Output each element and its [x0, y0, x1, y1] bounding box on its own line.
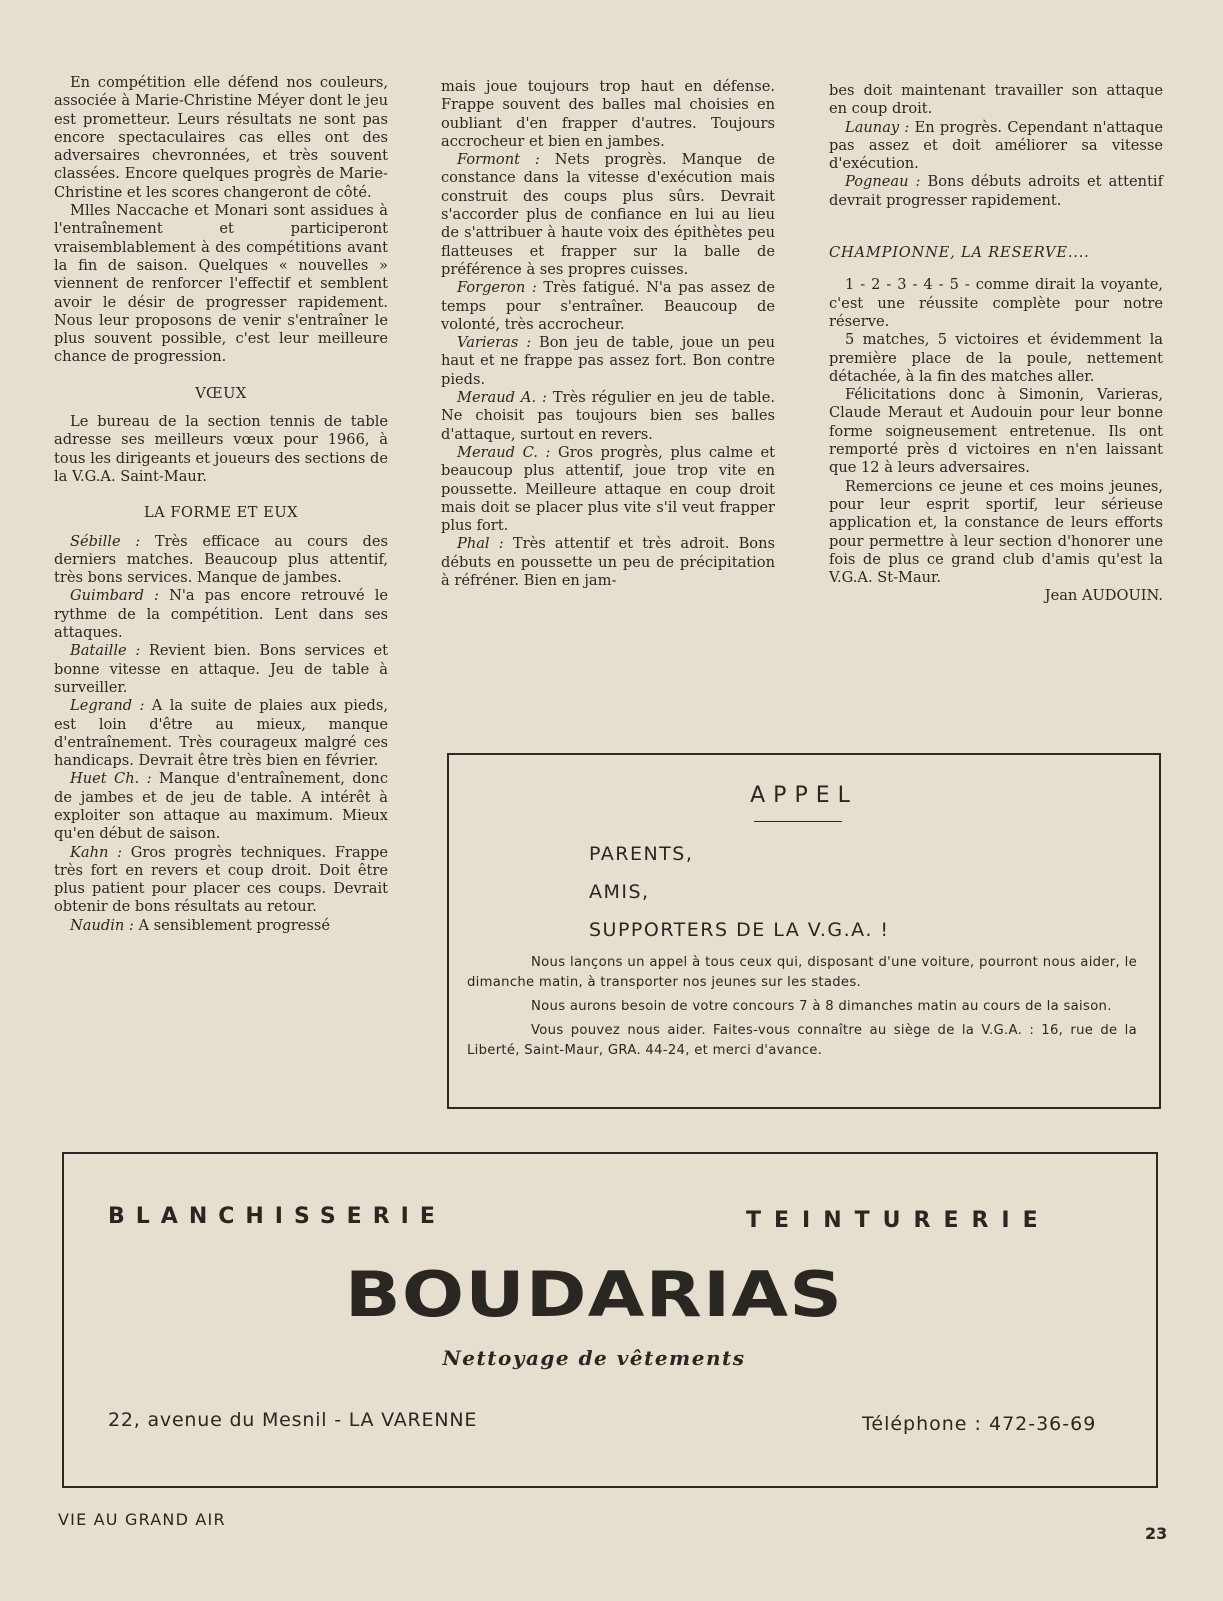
advertisement-boudarias: [62, 1152, 1158, 1488]
ad-brand-name: BOUDARIAS: [344, 1258, 844, 1331]
appel-line-amis: AMIS,: [589, 881, 650, 903]
player-note: [441, 535, 775, 590]
player-name: Meraud C. :: [457, 443, 551, 461]
player-note: [54, 917, 388, 935]
appel-title: APPEL: [750, 783, 858, 808]
paragraph: 1 - 2 - 3 - 4 - 5 - comme dirait la voyante, c'est une réussite complète pour notre réserve.: [829, 276, 1163, 330]
player-comment: Revient bien. Bons services et bonne vitesse en attaque. Jeu de table à surveiller.: [54, 642, 388, 696]
paragraph: Remercions ce jeune et ces moins jeunes, pour leur esprit sportif, leur sérieuse application et, la constance de leurs efforts pour permettre à leur section d'honorer une fois de plus ce grand club d'amis qu'est la V.G.A. St-Maur.: [829, 477, 1163, 587]
paragraph: Mlles Naccache et Monari sont assidues à l'entraînement et participeront vraisemblablement à des compétitions avant la fin de saison. Quelques « nouvelles » viennent de renforcer l'effectif et semblent avoir le désir de progresser rapidement. Nous leur proposons de venir s'entraîner le plus souvent possible, c'est leur meilleure chance de progression.: [54, 202, 388, 366]
article-column-3: [829, 82, 1163, 606]
player-note: [54, 770, 388, 843]
player-note: [441, 151, 775, 279]
ad-label-blanchisserie: BLANCHISSERIE: [108, 1204, 446, 1229]
player-note: [54, 587, 388, 642]
appel-body: [467, 953, 1137, 1061]
appel-paragraph: Vous pouvez nous aider. Faites-vous connaître au siège de la V.G.A. : 16, rue de la Liberté, Saint-Maur, GRA. 44-24, et merci d'avance.: [467, 1023, 1137, 1058]
player-comment: Gros progrès, plus calme et beaucoup plus attentif, joue trop vite en poussette. Meilleure attaque en coup droit mais doit se placer plus vite s'il veut frapper plus fort.: [441, 443, 775, 535]
page-number: 23: [1145, 1524, 1168, 1543]
player-name: Launay :: [845, 118, 910, 136]
player-comment: Bons débuts adroits et attentif devrait progresser rapidement.: [829, 173, 1163, 209]
paragraph: mais joue toujours trop haut en défense. Frappe souvent des balles mal choisies en oubliant d'en frapper d'autres. Toujours accrocheur et bien en jambes.: [441, 78, 775, 150]
publication-name: VIE AU GRAND AIR: [58, 1510, 226, 1529]
player-name: Meraud A. :: [457, 389, 547, 407]
player-note: [441, 279, 775, 334]
ad-subtitle: Nettoyage de vêtements: [442, 1346, 746, 1370]
appel-paragraph: Nous aurons besoin de votre concours 7 à 8 dimanches matin au cours de la saison.: [531, 999, 1112, 1014]
appel-box: [447, 753, 1161, 1109]
player-name: Formont :: [457, 151, 540, 169]
appel-paragraph: Nous lançons un appel à tous ceux qui, disposant d'une voiture, pourront nous aider, le dimanche matin, à transporter nos jeunes sur les stades.: [467, 955, 1137, 990]
paragraph: Félicitations donc à Simonin, Varieras, Claude Meraut et Audouin pour leur bonne forme soigneusement entretenue. Ils ont remporté près d victoires en n'en laissant que 12 à leurs adversaires.: [829, 386, 1163, 477]
ad-label-teinturerie: TEINTURERIE: [746, 1208, 1051, 1233]
player-comment: Très fatigué. N'a pas assez de temps pour s'entraîner. Beaucoup de volonté, très accrocheur.: [441, 279, 775, 333]
player-name: Sébille :: [70, 532, 141, 550]
heading-la-forme: LA FORME ET EUX: [143, 504, 299, 522]
article-column-2: [441, 78, 775, 590]
heading-voeux: VŒUX: [195, 384, 247, 402]
player-comment: Manque d'entraînement, donc de jambes et de jeu de table. A intérêt à exploiter son attaque au maximum. Mieux qu'en début de saison.: [54, 770, 388, 843]
player-comment: Bon jeu de table, joue un peu haut et ne frappe pas assez fort. Bon contre pieds.: [441, 334, 776, 388]
ad-address: 22, avenue du Mesnil - LA VARENNE: [108, 1409, 478, 1431]
player-note: [829, 173, 1163, 210]
player-comment: N'a pas encore retrouvé le rythme de la compétition. Lent dans ses attaques.: [54, 587, 389, 642]
player-comment: Très attentif et très adroit. Bons débuts en poussette un peu de précipitation à réfréner. Bien en jam-: [441, 535, 775, 590]
player-note: [54, 533, 388, 588]
heading-championne: CHAMPIONNE, LA RESERVE....: [829, 244, 1090, 262]
player-comment: A sensiblement progressé: [133, 916, 331, 934]
paragraph: En compétition elle défend nos couleurs, associée à Marie-Christine Méyer dont le jeu est prometteur. Leurs résultats ne sont pas encore spectaculaires cas elles ont des adversaires chevronnées, et très souvent classées. Encore quelques progrès de Marie-Christine et les scores changeront de côté.: [54, 74, 388, 201]
player-note: [441, 334, 775, 389]
appel-line-supporters: SUPPORTERS DE LA V.G.A. !: [589, 919, 890, 941]
ad-phone: Téléphone : 472-36-69: [862, 1413, 1097, 1435]
player-note: [441, 389, 775, 444]
player-name: Naudin :: [70, 916, 134, 934]
player-note: [829, 119, 1163, 174]
player-note: [54, 642, 388, 697]
paragraph: Le bureau de la section tennis de table adresse ses meilleurs vœux pour 1966, à tous les dirigeants et joueurs des sections de la V.G.A. Saint-Maur.: [54, 413, 388, 485]
player-name: Forgeron :: [457, 279, 537, 297]
appel-divider: [754, 821, 842, 822]
article-column-1: [54, 74, 388, 935]
player-comment: Très efficace au cours des derniers matches. Beaucoup plus attentif, très bons services. Manque de jambes.: [54, 532, 389, 587]
player-comment: A la suite de plaies aux pieds, est loin d'être au mieux, manque d'entraînement. Très courageux malgré ces handicaps. Devrait être très bien en février.: [54, 697, 388, 770]
player-note: [54, 697, 388, 770]
author-signature: Jean AUDOUIN.: [1044, 587, 1163, 605]
player-note: [441, 444, 775, 535]
player-name: Huet Ch. :: [70, 770, 152, 788]
paragraph: bes doit maintenant travailler son attaque en coup droit.: [829, 82, 1163, 118]
player-name: Bataille :: [70, 642, 141, 660]
paragraph: 5 matches, 5 victoires et évidemment la première place de la poule, nettement détachée, à la fin des matches aller.: [829, 331, 1163, 385]
player-name: Kahn :: [70, 843, 123, 861]
player-name: Pogneau :: [845, 173, 921, 191]
player-comment: Très régulier en jeu de table. Ne choisit pas toujours bien ses balles d'attaque, surtout en revers.: [441, 389, 775, 443]
player-comment: En progrès. Cependant n'attaque pas assez et doit améliorer sa vitesse d'exécution.: [829, 118, 1163, 173]
player-name: Guimbard :: [70, 587, 159, 605]
appel-line-parents: PARENTS,: [589, 843, 694, 865]
player-name: Legrand :: [70, 697, 145, 715]
player-name: Varieras :: [457, 334, 532, 352]
player-name: Phal :: [457, 535, 504, 553]
player-note: [54, 844, 388, 917]
player-comment: Gros progrès techniques. Frappe très fort en revers et coup droit. Doit être plus patient pour placer ces coups. Devrait obtenir de bons résultats au retour.: [54, 843, 388, 916]
player-comment: Nets progrès. Manque de constance dans la vitesse d'exécution mais construit des coups plus sûrs. Devrait s'accorder plus de confiance en lui au lieu de s'attribuer à haute voix des épithètes peu flatteuses et frapper sur la balle de préférence à ses propres cuisses.: [441, 151, 775, 278]
